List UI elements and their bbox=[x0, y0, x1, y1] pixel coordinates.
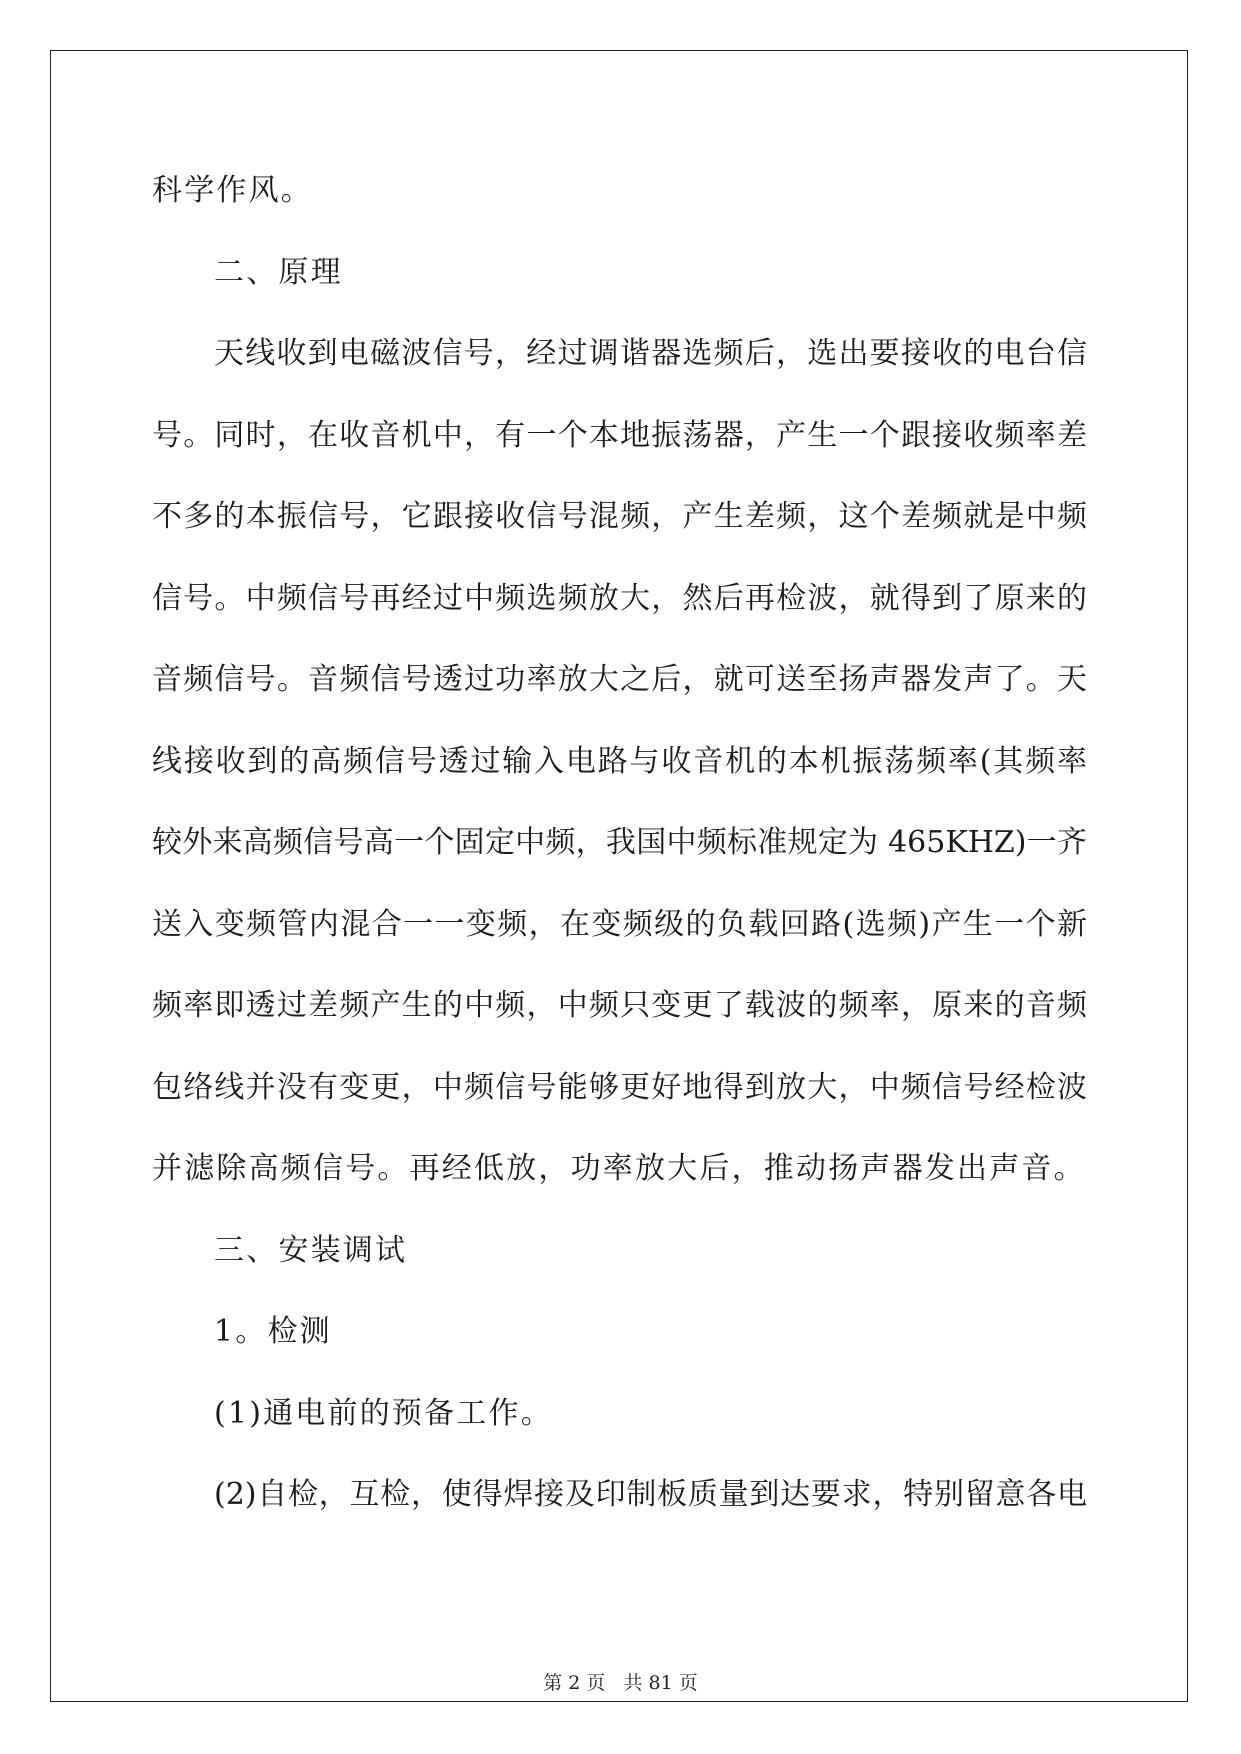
text-line-6: 信号。中频信号再经过中频选频放大，然后再检波，就得到了原来的 bbox=[152, 580, 1087, 616]
text-line-5: 不多的本振信号，它跟接收信号混频，产生差频，这个差频就是中频 bbox=[152, 499, 1087, 534]
text-line-8: 线接收到的高频信号透过输入电路与收音机的本机振荡频率(其频率 bbox=[152, 743, 1087, 779]
list-item-1: (1)通电前的预备工作。 bbox=[214, 1395, 553, 1431]
text-line-9: 较外来高频信号高一个固定中频，我国中频标准规定为 465KHZ)一齐 bbox=[152, 825, 1087, 860]
text-line-3: 天线收到电磁波信号，经过调谐器选频后，选出要接收的电台信 bbox=[214, 336, 1087, 371]
section-heading-install: 三、安装调试 bbox=[214, 1232, 408, 1268]
text-line-7: 音频信号。音频信号透过功率放大之后，就可送至扬声器发声了。天 bbox=[152, 662, 1087, 697]
text-line-1: 科学作风。 bbox=[152, 173, 313, 208]
subsection-heading-detect: 1。检测 bbox=[214, 1314, 332, 1349]
section-heading-principle: 二、原理 bbox=[214, 254, 343, 290]
page-footer bbox=[0, 1668, 1241, 1695]
text-line-10: 送入变频管内混合一一变频，在变频级的负载回路(选频)产生一个新 bbox=[152, 906, 1087, 942]
page-number: 第 2 页 共 81 页 bbox=[543, 1672, 698, 1694]
list-item-2: (2)自检，互检，使得焊接及印制板质量到达要求，特别留意各电 bbox=[214, 1477, 1087, 1512]
text-line-13: 并滤除高频信号。再经低放，功率放大后，推动扬声器发出声音。 bbox=[152, 1151, 1086, 1186]
document-body bbox=[152, 150, 1087, 1536]
text-line-12: 包络线并没有变更，中频信号能够更好地得到放大，中频信号经检波 bbox=[152, 1069, 1087, 1105]
text-line-11: 频率即透过差频产生的中频，中频只变更了载波的频率，原来的音频 bbox=[152, 988, 1087, 1023]
text-line-4: 号。同时，在收音机中，有一个本地振荡器，产生一个跟接收频率差 bbox=[152, 417, 1087, 453]
